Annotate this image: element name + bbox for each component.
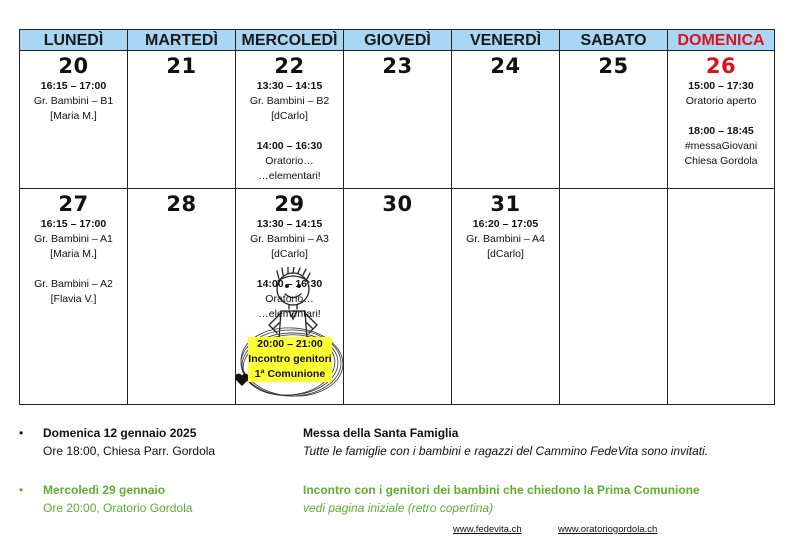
header-wednesday: MERCOLEDÌ xyxy=(236,30,344,51)
week-row-2 xyxy=(20,189,774,405)
event: 14:00 – 16:30 Oratorio… …elementari! xyxy=(256,278,323,320)
header-monday: LUNEDÌ xyxy=(20,30,128,51)
day-cell xyxy=(668,189,774,405)
highlight-event: 20:00 – 21:00 Incontro genitori 1ª Comunione xyxy=(248,338,332,380)
note-subtitle: Ore 18:00, Chiesa Parr. Gordola xyxy=(43,444,216,458)
event: 13:30 – 14:15 Gr. Bambini – B2 [dCarlo] xyxy=(249,80,330,122)
link-oratorio[interactable]: www.oratoriogordola.ch xyxy=(558,524,658,535)
day-cell xyxy=(560,51,668,188)
day-number: 24 xyxy=(490,54,521,78)
day-number: 27 xyxy=(58,192,89,216)
note-title: Domenica 12 gennaio 2025 xyxy=(43,426,197,440)
day-number: 29 xyxy=(274,192,305,216)
day-number: 26 xyxy=(705,54,737,78)
note-item xyxy=(19,424,775,464)
bullet-icon: • xyxy=(19,426,24,440)
day-number: 30 xyxy=(382,192,413,216)
event: 13:30 – 14:15 Gr. Bambini – A3 [dCarlo] xyxy=(250,218,329,260)
day-cell xyxy=(668,51,774,188)
note-item xyxy=(19,481,775,521)
weekday-header-row xyxy=(20,30,774,51)
note-heading: Incontro con i genitori dei bambini che chiedono la Prima Comunione xyxy=(303,483,700,497)
day-cell xyxy=(344,51,452,188)
note-subtitle: Ore 20:00, Oratorio Gordola xyxy=(43,501,193,515)
event: 15:00 – 17:30 Oratorio aperto xyxy=(685,80,757,107)
event: 16:20 – 17:05 Gr. Bambini – A4 [dCarlo] xyxy=(466,218,545,260)
day-cell xyxy=(452,51,560,188)
day-cell xyxy=(20,51,128,188)
event: 18:00 – 18:45 #messaGiovani Chiesa Gordola xyxy=(684,125,758,167)
note-heading: Messa della Santa Famiglia xyxy=(303,426,459,440)
day-cell xyxy=(128,51,236,188)
day-cell xyxy=(452,189,560,405)
event: 16:15 – 17:00 Gr. Bambini – A1 [Maria M.] xyxy=(34,218,113,260)
day-number: 23 xyxy=(382,54,413,78)
header-sunday: DOMENICA xyxy=(677,32,765,49)
event: 16:15 – 17:00 Gr. Bambini – B1 [Maria M.] xyxy=(33,80,114,122)
link-fedevita[interactable]: www.fedevita.ch xyxy=(453,524,522,535)
calendar-grid xyxy=(19,29,775,405)
header-tuesday: MARTEDÌ xyxy=(128,30,236,51)
note-text: Tutte le famiglie con i bambini e ragazzi del Cammino FedeVita sono invitati. xyxy=(303,444,709,458)
day-cell xyxy=(236,189,344,405)
event: Gr. Bambini – A2 [Flavia V.] xyxy=(34,278,113,305)
day-number: 31 xyxy=(490,192,521,216)
day-number: 22 xyxy=(274,54,305,78)
event: 14:00 – 16:30 Oratorio… …elementari! xyxy=(256,140,323,182)
note-title: Mercoledì 29 gennaio xyxy=(43,483,166,497)
day-number: 25 xyxy=(598,54,629,78)
day-cell xyxy=(560,189,668,405)
day-cell xyxy=(20,189,128,405)
header-saturday: SABATO xyxy=(560,30,668,51)
day-cell xyxy=(344,189,452,405)
week-row-1 xyxy=(20,51,774,189)
day-number: 28 xyxy=(166,192,197,216)
day-number: 20 xyxy=(58,54,89,78)
bullet-icon: • xyxy=(19,483,24,497)
header-thursday: GIOVEDÌ xyxy=(344,30,452,51)
day-cell xyxy=(128,189,236,405)
day-number: 21 xyxy=(166,54,197,78)
note-text: vedi pagina iniziale (retro copertina) xyxy=(303,501,494,515)
day-cell xyxy=(236,51,344,188)
header-friday: VENERDÌ xyxy=(452,30,560,51)
